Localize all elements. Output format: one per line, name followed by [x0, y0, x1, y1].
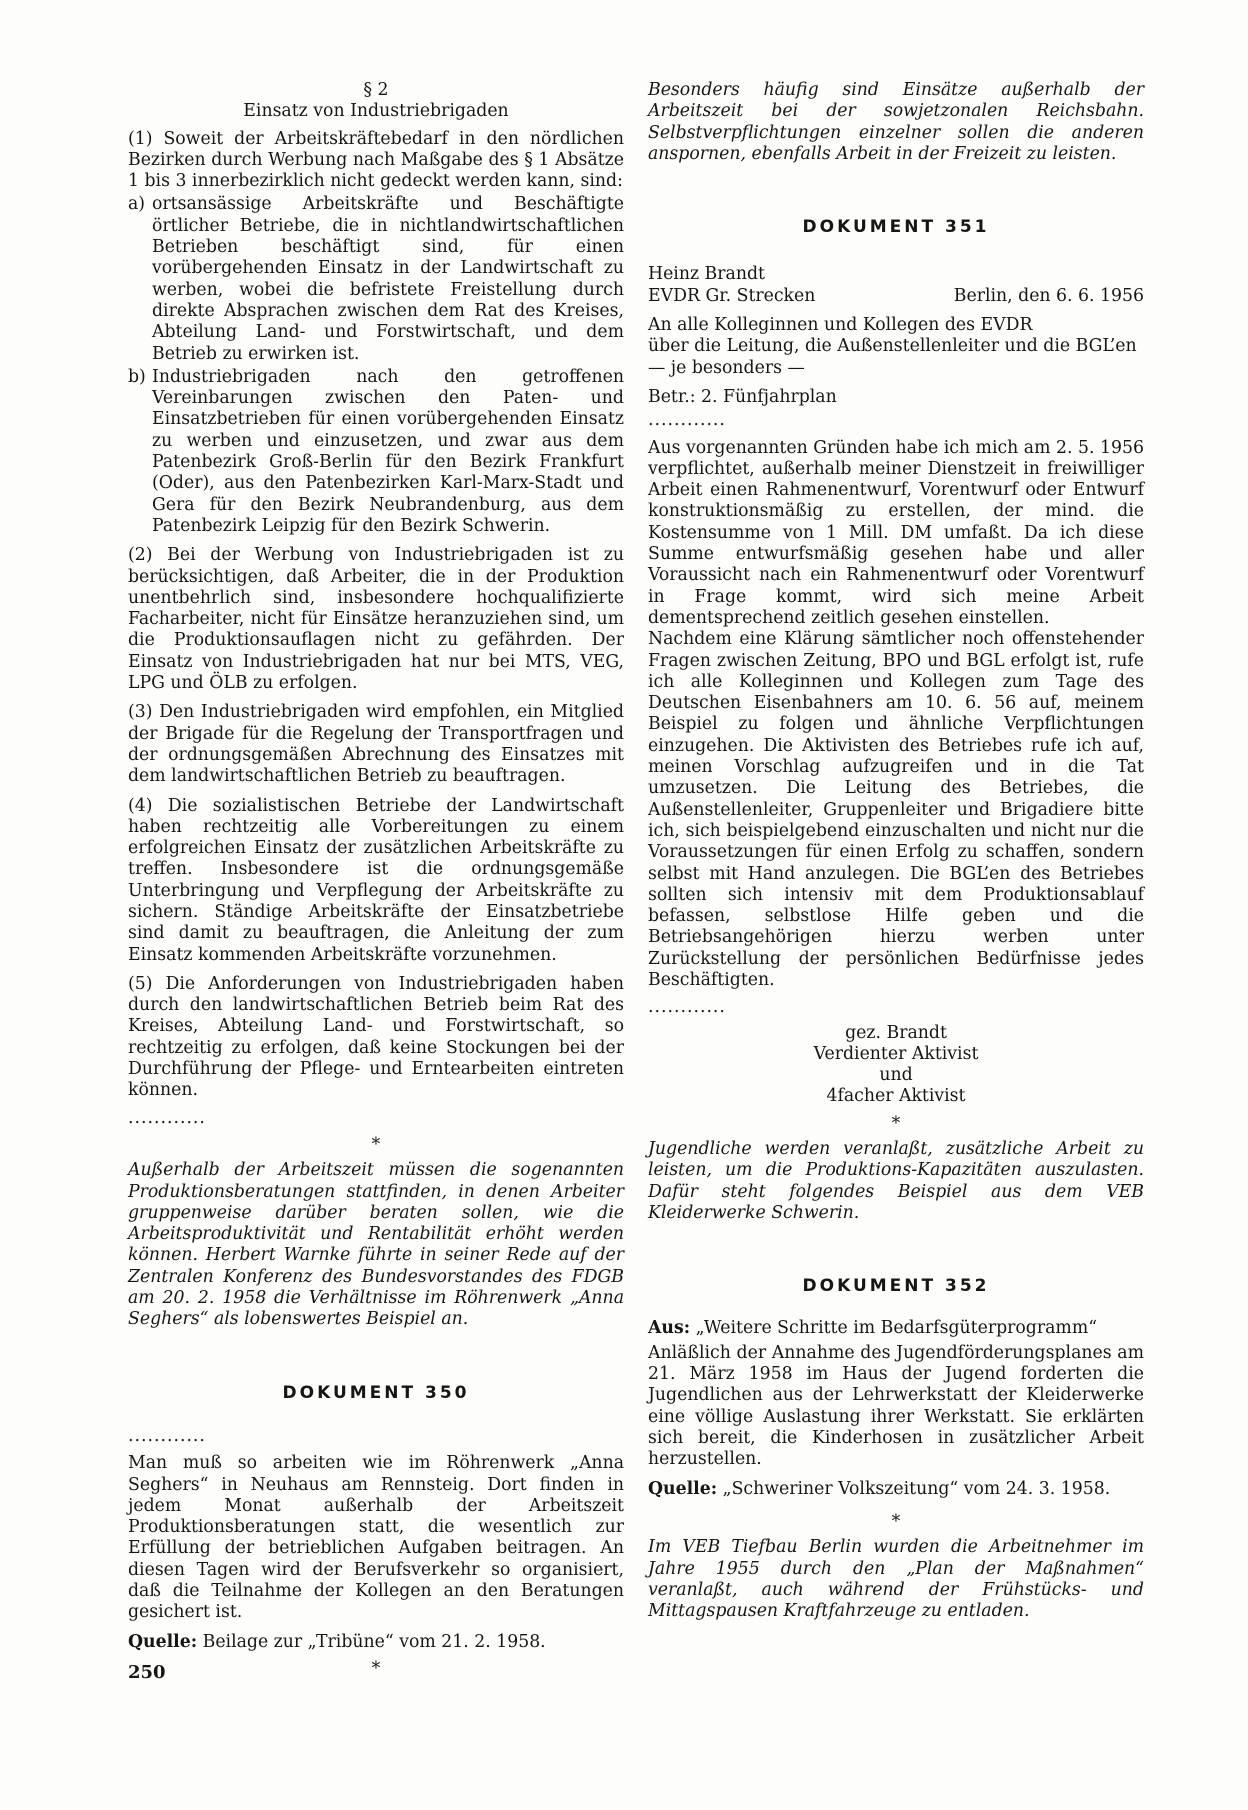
page-number: 250 [128, 1662, 166, 1683]
left-column [128, 80, 624, 1684]
section-star: * [371, 1134, 381, 1155]
right-column [648, 80, 1144, 1622]
sender-name: Heinz Brandt [648, 264, 765, 285]
section-star: * [891, 1113, 901, 1134]
sender-line [648, 286, 1144, 307]
origin-line [648, 1318, 1144, 1339]
italic-commentary: Jugendliche werden veranlaßt, zusätzliche Arbeit zu leisten, um die Produktions-Kapazitäten auszulasten. Dafür steht folgendes Beispiel aus dem VEB Kleiderwerke Schwerin. [648, 1139, 1144, 1223]
source-label: Quelle: [648, 1478, 718, 1499]
list-text: ortsansässige Arbeitskräfte und Beschäftigte örtlicher Betriebe, die in nichtlandwirtschaftlichen Betrieben beschäftigt sind, für einen vorübergehenden Einsatz in der Landwirtschaft zu werben, wobei die befristete Freistellung durch direkte Absprachen zwischen dem Rat des Kreises, Abteilung Land- und Forstwirtschaft, und dem Betrieb zu erwirken ist. [152, 194, 624, 364]
document-heading-352: DOKUMENT 352 [802, 1276, 990, 1297]
document-351-paragraph-1: Aus vorgenannten Gründen habe ich mich am 2. 5. 1956 verpflichtet, außerhalb meiner Dienstzeit in freiwilliger Arbeit einen Rahmenentwurf, Vorentwurf oder Entwurf konstruktionsmäßig zu erstellen, der mind. die Kostensumme von 1 Mill. DM umfaßt. Da ich diese Summe entwurfsmäßig gesehen habe und aller Voraussicht nach ein Rahmenentwurf oder Vorentwurf in Frage kommt, wird sich meine Arbeit dementsprechend zeitlich gesehen einstellen. [648, 437, 1144, 628]
paragraph-1: (1) Soweit der Arbeitskräftebedarf in den nördlichen Bezirken durch Werbung nach Maßgabe des § 1 Absätze 1 bis 3 innerbezirklich nicht gedeckt werden kann, sind: [128, 128, 624, 192]
sender-org: EVDR Gr. Strecken [648, 285, 816, 306]
document-352-text: Anläßlich der Annahme des Jugendförderungsplanes am 21. März 1958 im Haus der Jugend forderten die Jugendlichen aus der Lehrwerkstatt der Kleiderwerke eine völlige Auslastung ihrer Werkstatt. Sie erklärten sich bereit, die Kinderhosen in zusätzlicher Arbeit herzustellen. [648, 1342, 1144, 1470]
signature-line: 4facher Aktivist [826, 1086, 966, 1107]
document-heading-350: DOKUMENT 350 [282, 1382, 470, 1403]
ellipsis-dots: ............ [648, 410, 726, 431]
subject-line: Betr.: 2. Fünfjahrplan [648, 386, 837, 407]
place-date: Berlin, den 6. 6. 1956 [953, 285, 1144, 306]
ellipsis-dots: ............ [128, 1107, 206, 1128]
signature-line: gez. Brandt [845, 1022, 947, 1043]
italic-commentary: Außerhalb der Arbeitszeit müssen die sogenannten Produktionsberatungen stattfinden, in denen Arbeiter gruppenweise darüber beraten sollen, wie die Arbeitsproduktivität und Rentabilität erhöht werden können. Herbert Warnke führte in seiner Rede auf der Zentralen Konferenz des Bundesvorstandes des FDGB am 20. 2. 1958 die Verhältnisse im Röhrenwerk „Anna Seghers“ als lobenswertes Beispiel an. [128, 1160, 624, 1330]
list-text: Industriebrigaden nach den getroffenen Vereinbarungen zwischen den Paten- und Einsatzbetrieben für einen vorübergehenden Einsatz zu werben und einzusetzen, und zwar aus dem Patenbezirk Groß-Berlin für den Bezirk Frankfurt (Oder), aus den Patenbezirken Karl-Marx-Stadt und Gera für den Bezirk Neubrandenburg, aus dem Patenbezirk Leipzig für den Bezirk Schwerin. [152, 366, 624, 536]
document-351-paragraph-2: Nachdem eine Klärung sämtlicher noch offenstehender Fragen zwischen Zeitung, BPO und BGL erfolgt ist, rufe ich alle Kolleginnen und Kollegen zum Tage des Deutschen Eisenbahners am 10. 6. 56 auf, meinem Beispiel zu folgen und ähnliche Verpflichtungen einzugehen. Die Aktivisten des Betriebes rufe ich auf, meinen Vorschlag aufzugreifen und in die Tat umzusetzen. Die Leitung des Betriebes, die Außenstellenleiter, Gruppenleiter und Brigadiere bitte ich, sich beispielgebend einzuschalten und nicht nur die Voraussetzungen für einen Erfolg zu schaffen, sondern selbst mit Hand anzulegen. Die BGL’en des Betriebes sollten sich intensiv mit dem Produktionsablauf befassen, selbstlose Hilfe geben und die Betriebsangehörigen hierzu werben unter Zurückstellung der persönlichen Bedürfnisse jedes Beschäftigten. [648, 629, 1144, 990]
address-line: — je besonders — [648, 357, 805, 378]
paragraph-2: (2) Bei der Werbung von Industriebrigaden ist zu berücksichtigen, daß Arbeiter, die in der Produktion unentbehrlich sind, insbesondere hochqualifizierte Facharbeiter, nicht für Einsätze heranzuziehen sind, um die Produktionsauflagen nicht zu gefährden. Der Einsatz von Industriebrigaden hat nur bei MTS, VEG, LPG und ÖLB zu erfolgen. [128, 545, 624, 694]
section-star: * [891, 1511, 901, 1532]
section-title: Einsatz von Industriebrigaden [243, 101, 509, 122]
italic-commentary: Im VEB Tiefbau Berlin wurden die Arbeitnehmer im Jahre 1955 durch den „Plan der Maßnahmen“ veranlaßt, auch während der Frühstücks- und Mittagspausen Kraftfahrzeuge zu entladen. [648, 1537, 1144, 1622]
signature-line: Verdienter Aktivist [813, 1043, 979, 1064]
paragraph-4: (4) Die sozialistischen Betriebe der Landwirtschaft haben rechtzeitig alle Vorbereitungen zu einem erfolgreichen Einsatz der zusätzlichen Arbeitskräfte zu treffen. Insbesondere ist die ordnungsgemäße Unterbringung und Verpflegung der Arbeitskräfte zu sichern. Ständige Arbeitskräfte der Einsatzbetriebe sind damit zu beauftragen, die Anleitung der zum Einsatz kommenden Arbeitskräfte vorzunehmen. [128, 795, 624, 965]
list-item-b [128, 367, 624, 537]
paragraph-5: (5) Die Anforderungen von Industriebrigaden haben durch den landwirtschaftlichen Betrieb beim Rat des Kreises, Abteilung Land- und Forstwirtschaft, so rechtzeitig zu erfolgen, daß keine Stockungen bei der Durchführung der Pflege- und Erntearbeiten eintreten können. [128, 973, 624, 1101]
source-line [128, 1632, 624, 1653]
list-label: b) [128, 366, 146, 387]
section-star: * [371, 1658, 381, 1679]
list-item-a [128, 194, 624, 364]
signature-line: und [879, 1065, 913, 1086]
paragraph-3: (3) Den Industriebrigaden wird empfohlen, ein Mitglied der Brigade für die Regelung der Transportfragen und der ordnungsgemäßen Abrechnung des Einsatzes mit dem landwirtschaftlichen Betrieb zu beauftragen. [128, 702, 624, 787]
ellipsis-dots: ............ [648, 997, 726, 1018]
ellipsis-dots: ............ [128, 1425, 206, 1446]
source-text: „Schweriner Volkszeitung“ vom 24. 3. 1958. [717, 1478, 1111, 1499]
document-350-text: Man muß so arbeiten wie im Röhrenwerk „Anna Seghers“ in Neuhaus am Rennsteig. Dort finden in jedem Monat außerhalb der Arbeitszeit Produktionsberatungen statt, die wesentlich zur Erfüllung der betrieblichen Aufgaben beitragen. An diesen Tagen wird der Berufsverkehr so organisiert, daß die Teilnahme der Kollegen an den Beratungen gesichert ist. [128, 1453, 624, 1623]
section-number: § 2 [363, 80, 389, 100]
document-heading-351: DOKUMENT 351 [802, 217, 990, 238]
source-text: Beilage zur „Tribüne“ vom 21. 2. 1958. [197, 1631, 546, 1652]
address-line: über die Leitung, die Außenstellenleiter und die BGL’en [648, 336, 1137, 357]
list-label: a) [128, 194, 146, 215]
origin-label: Aus: [648, 1317, 691, 1338]
source-label: Quelle: [128, 1631, 198, 1652]
origin-text: „Weitere Schritte im Bedarfsgüterprogramm“ [690, 1317, 1098, 1338]
italic-commentary: Besonders häufig sind Einsätze außerhalb der Arbeitszeit bei der sowjetzonalen Reichsbahn. Selbstverpflichtungen einzelner sollen die anderen anspornen, ebenfalls Arbeit in der Freizeit zu leisten. [648, 80, 1144, 164]
address-line: An alle Kolleginnen und Kollegen des EVDR [648, 315, 1033, 336]
source-line [648, 1479, 1144, 1500]
